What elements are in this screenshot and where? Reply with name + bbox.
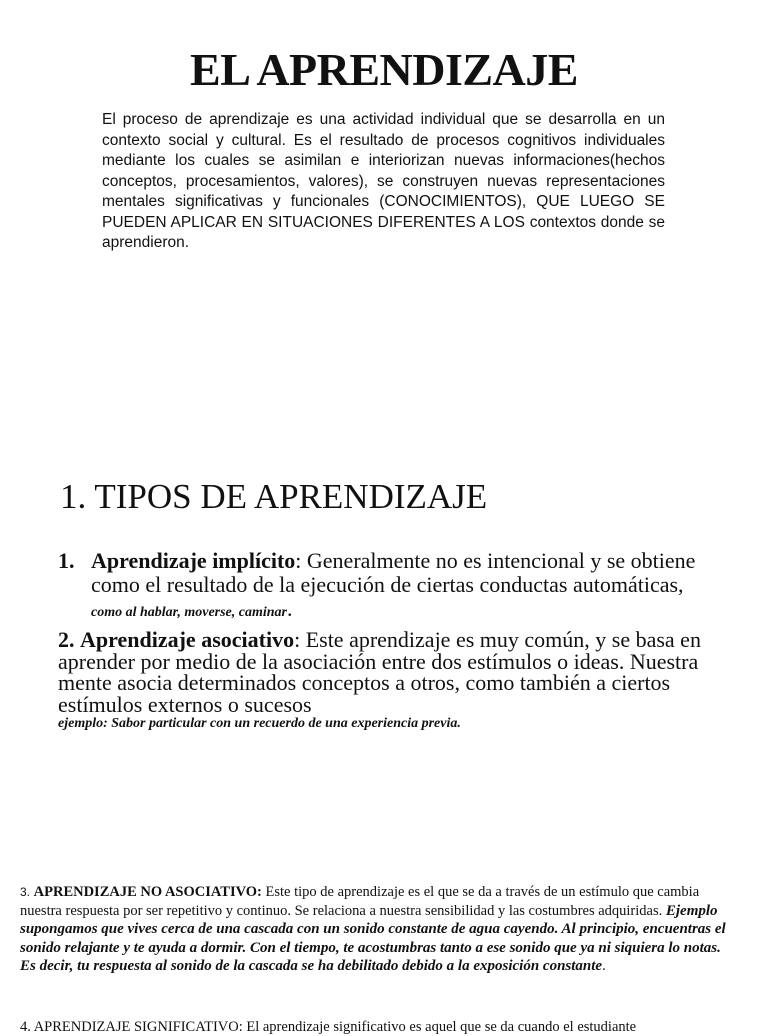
item-example: ejemplo: Sabor particular con un recuerdo de una experiencia previa. bbox=[58, 716, 461, 731]
item-term: APRENDIZAJE NO ASOCIATIVO: bbox=[33, 884, 262, 900]
item-tail: . bbox=[287, 596, 293, 621]
intro-paragraph: El proceso de aprendizaje es una actividad individual que se desarrolla en un contexto social y cultural. Es el resultado de procesos cognitivos individuales mediante los cuales se asimilan e interiorizan nuevas informaciones(hechos conceptos, procesamientos, valores), se construyen nuevas representaciones mentales significativas y funcionales (CONOCIMIENTOS), QUE LUEGO SE PUEDEN APLICAR EN SITUACIONES DIFERENTES A LOS contextos donde se aprendieron. bbox=[102, 111, 665, 251]
item-example: como al hablar, moverse, caminar bbox=[91, 605, 287, 620]
item-text: : Este aprendizaje es muy común, y se basa en aprender por medio de la asociación entre dos estímulos o ideas. Nuestra mente asocia determinados conceptos a otros, como también a ciertos estímulos externos o sucesos bbox=[58, 627, 701, 717]
item-body bbox=[91, 549, 718, 625]
list-item-non-associative bbox=[20, 883, 740, 976]
section-heading: 1. TIPOS DE APRENDIZAJE bbox=[60, 477, 488, 516]
document-title: EL APRENDIZAJE bbox=[190, 44, 578, 95]
item-example: Ejemplo supongamos que vives cerca de una cascada con un sonido constante de agua cayendo. Al principio, encuentras el sonido relajante y te ayuda a dormir. Con el tiempo, te acostumbras tanto a ese sonido que ya ni siquiera lo notas. Es decir, tu respuesta al sonido de la cascada se ha debilitado debido a la exposición constante bbox=[20, 902, 726, 974]
item-tail: . bbox=[602, 958, 606, 974]
item-number: 2. bbox=[58, 627, 75, 652]
item-term: Aprendizaje asociativo bbox=[80, 627, 295, 652]
list-item-associative bbox=[58, 629, 738, 715]
item-term: Aprendizaje implícito bbox=[91, 548, 296, 573]
item-text: : Generalmente no es intencional y se obtiene como el resultado de la ejecución de ciertas conductas automáticas, bbox=[91, 548, 696, 597]
item-text: Este tipo de aprendizaje es el que se da a través de un estímulo que cambia nuestra respuesta por ser repetitivo y continuo. Se relaciona a nuestra sensibilidad y las costumbres adquiridas. bbox=[20, 884, 700, 919]
item-number: 1. bbox=[58, 548, 75, 573]
list-item-significative-partial: 4. APRENDIZAJE SIGNIFICATIVO: El aprendizaje significativo es aquel que se da cuando el estudiante bbox=[20, 1019, 637, 1035]
list-item-implicit bbox=[58, 549, 718, 625]
item-number: 3. bbox=[20, 885, 31, 899]
